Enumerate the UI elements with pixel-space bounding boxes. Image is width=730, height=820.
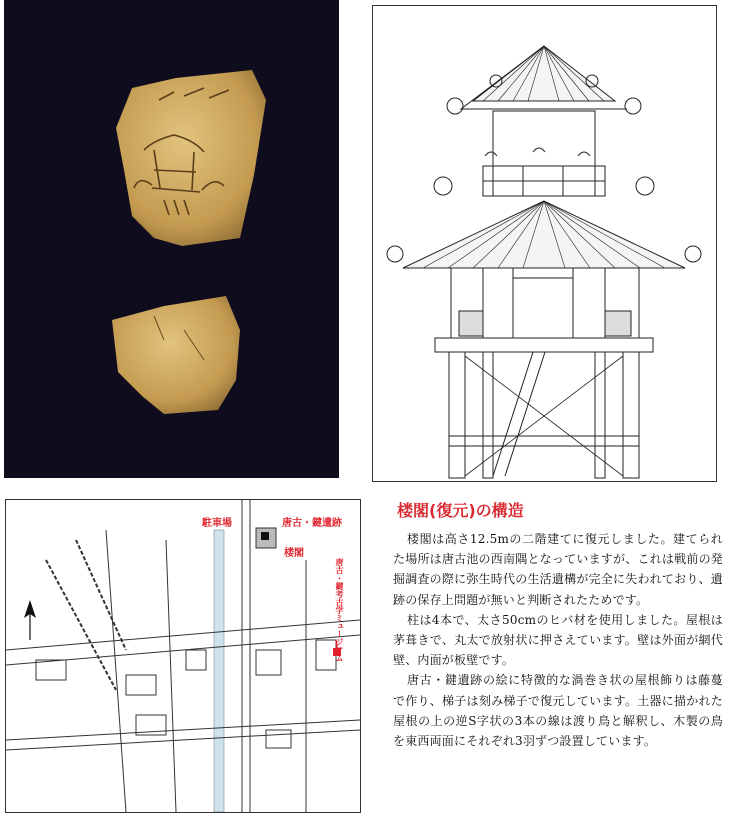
paragraph-2: 柱は4本で、太さ50cmのヒバ材を使用しました。屋根は茅葺きで、丸太で放射状に押さえています。壁は外面が網代壁、内面が板壁です。 [393,612,723,668]
map-label-site: 唐古・鍵遺跡 [282,518,342,529]
tower-reconstruction-drawing [372,5,717,482]
pottery-sherd-photo [4,0,339,478]
paragraph-3: 唐古・鍵遺跡の絵に特徴的な渦巻き状の屋根飾りは藤蔓で作り、梯子は刻み梯子で復元しています。土器に描かれた屋根の上の逆S字状の3本の線は渡り鳥と解釈し、木製の鳥を東西両面にそれぞれ3羽ずつ設置しています。 [393,673,723,749]
upper-sherd [116,70,266,246]
lower-sherd [112,296,240,414]
map-label-parking: 駐車場 [202,518,232,529]
section-heading: 楼閣(復元)の構造 [397,501,524,520]
sherd-illustration [4,0,339,478]
structure-description [393,498,723,751]
map-label-tower: 楼閣 [284,548,304,559]
street-map [6,500,360,812]
map-label-museum: 唐古・鍵考古学ミュージアム [335,558,344,662]
paragraph-1: 楼閣は高さ12.5mの二階建てに復元しました。建てられた場所は唐古池の西南隅となっていますが、これは戦前の発掘調査の際に弥生時代の生活遺構が完全に失われており、遺跡の保存上問題が無いと判断されたためです。 [393,532,723,607]
access-map [5,499,361,813]
tower-elevation [373,6,716,481]
north-arrow-icon [24,600,36,640]
